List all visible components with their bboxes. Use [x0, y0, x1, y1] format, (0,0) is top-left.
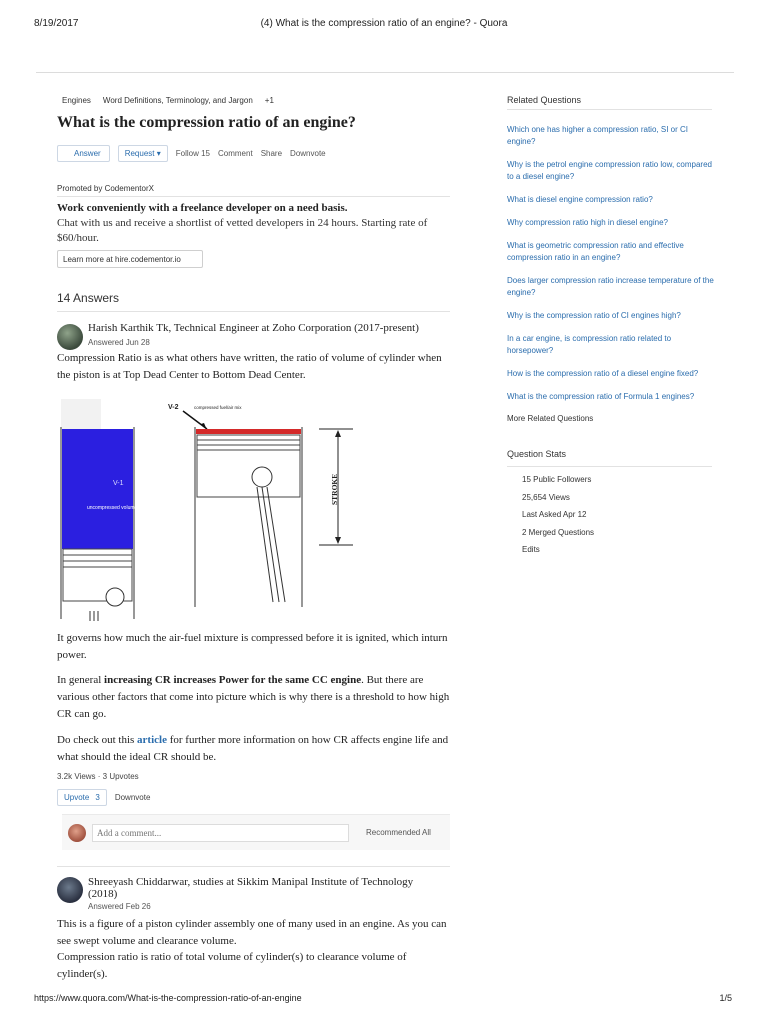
- follow-count: 15: [201, 149, 210, 158]
- chevron-down-icon: ▾: [156, 149, 161, 158]
- answer-paragraph: [57, 732, 457, 766]
- comment-sort[interactable]: Recommended All: [366, 828, 431, 837]
- answers-divider: [57, 311, 450, 312]
- avatar[interactable]: [57, 877, 83, 903]
- paragraph-text: . But there are various other factors that come into picture which is why there is a threshold to how high CR can go.: [57, 674, 450, 720]
- promo-cta-button[interactable]: Learn more at hire.codementor.io: [57, 250, 203, 268]
- related-question-link[interactable]: Does larger compression ratio increase temperature of the engine?: [507, 276, 714, 297]
- answer-paragraph: Compression ratio is ratio of total volume of cylinder(s) to clearance volume of cylinder(s).: [57, 951, 407, 980]
- answer-date: Answered Jun 28: [88, 338, 150, 347]
- stat-edits[interactable]: Edits: [522, 545, 540, 554]
- downvote-question-button[interactable]: Downvote: [290, 149, 326, 158]
- answer-paragraph: It governs how much the air-fuel mixture is compressed before it is ignited, which inturn power.: [57, 632, 448, 661]
- related-divider: [507, 109, 712, 110]
- stat-views: 25,654 Views: [522, 492, 570, 502]
- question-title: What is the compression ratio of an engine?: [57, 114, 356, 131]
- promo-label: Promoted by CodementorX: [57, 184, 154, 193]
- downvote-button[interactable]: Downvote: [114, 793, 151, 802]
- answer-paragraph: This is a figure of a piston cylinder assembly one of many used in an engine. As you can see swept volume and clearance volume.: [57, 918, 447, 947]
- uncompressed-volume-label: uncompressed volume: [87, 505, 138, 511]
- mixture-label: compressed fuel/air mix: [194, 405, 242, 410]
- more-related-questions-link[interactable]: More Related Questions: [507, 414, 594, 423]
- related-question-link[interactable]: How is the compression ratio of a diesel engine fixed?: [507, 369, 699, 378]
- answer-date: Answered Feb 26: [88, 902, 151, 911]
- topic-word-definitions[interactable]: Word Definitions, Terminology, and Jargon: [102, 96, 253, 105]
- related-question-link[interactable]: Which one has higher a compression ratio, SI or CI engine?: [507, 125, 688, 146]
- related-question-link[interactable]: Why compression ratio high in diesel engine?: [507, 218, 668, 227]
- topic-engines[interactable]: Engines: [62, 96, 91, 105]
- paragraph-text: In general: [57, 674, 105, 686]
- promo-body: Chat with us and receive a shortlist of vetted developers in 24 hours. Starting rate of $60/hour.: [57, 217, 428, 244]
- stat-last-asked: Last Asked Apr 12: [522, 510, 587, 519]
- related-question-link[interactable]: What is the compression ratio of Formula 1 engines?: [507, 392, 695, 401]
- answer-stats: 3.2k Views · 3 Upvotes: [57, 772, 139, 781]
- answer-author[interactable]: Shreeyash Chiddarwar, studies at Sikkim Manipal Institute of Technology (2018): [88, 876, 414, 900]
- related-questions-heading: Related Questions: [507, 95, 582, 105]
- related-question-link[interactable]: Why is the compression ratio of CI engines high?: [507, 311, 681, 320]
- upvote-label: Upvote: [64, 793, 90, 802]
- answer-button[interactable]: Answer: [57, 145, 110, 162]
- related-question-link[interactable]: What is geometric compression ratio and effective compression ratio in an engine?: [507, 241, 684, 262]
- v2-label: V-2: [168, 404, 179, 411]
- share-button[interactable]: Share: [260, 149, 283, 158]
- promo-divider: [57, 196, 450, 197]
- top-divider: [36, 72, 734, 73]
- piston-cylinder-figure: [57, 397, 360, 622]
- request-button[interactable]: [118, 145, 168, 162]
- print-page-title: (4) What is the compression ratio of an engine? - Quora: [260, 18, 508, 29]
- print-page-number: 1/5: [719, 993, 732, 1003]
- promo-headline[interactable]: Work conveniently with a freelance developer on a need basis.: [57, 202, 348, 214]
- stats-divider: [507, 466, 712, 467]
- request-label: Request: [124, 149, 155, 158]
- upvote-count: 3: [95, 793, 100, 802]
- answer-divider: [57, 866, 450, 867]
- v1-label: V-1: [113, 480, 124, 487]
- stroke-label: STROKE: [330, 473, 339, 505]
- stat-merged-questions[interactable]: 2 Merged Questions: [522, 527, 595, 537]
- upvote-button[interactable]: [57, 789, 107, 806]
- avatar[interactable]: [57, 324, 83, 350]
- answer-paragraph: [57, 672, 457, 723]
- paragraph-text: Do check out this: [57, 734, 138, 746]
- related-question-link[interactable]: Why is the petrol engine compression ratio low, compared to a diesel engine?: [507, 160, 712, 181]
- print-url: https://www.quora.com/What-is-the-compression-ratio-of-an-engine: [34, 993, 302, 1003]
- bold-text: increasing CR increases Power for the same CC engine: [104, 674, 362, 686]
- paragraph-text: for further more information on how CR affects engine life and what should the ideal CR should be.: [57, 734, 449, 763]
- topic-more[interactable]: +1: [264, 96, 274, 105]
- follow-label: Follow: [175, 149, 199, 158]
- question-action-bar: [57, 145, 326, 162]
- related-questions-list: [507, 124, 715, 414]
- print-date: 8/19/2017: [34, 18, 79, 29]
- comment-input[interactable]: Add a comment...: [92, 824, 349, 842]
- related-question-link[interactable]: In a car engine, is compression ratio related to horsepower?: [507, 334, 672, 355]
- article-link[interactable]: article: [137, 734, 167, 746]
- comment-button[interactable]: Comment: [218, 149, 253, 158]
- answers-count: 14 Answers: [57, 291, 120, 305]
- stat-followers[interactable]: 15 Public Followers: [522, 475, 592, 484]
- follow-button[interactable]: [176, 149, 210, 158]
- related-question-link[interactable]: What is diesel engine compression ratio?: [507, 195, 653, 204]
- answer-author[interactable]: Harish Karthik Tk, Technical Engineer at Zoho Corporation (2017-present): [88, 322, 419, 334]
- vote-row: [57, 789, 150, 806]
- avatar: [68, 824, 86, 842]
- topic-list: [62, 96, 274, 105]
- answer-paragraph: Compression Ratio is as what others have written, the ratio of volume of cylinder when the piston is at Top Dead Center to Bottom Dead Center.: [57, 352, 442, 381]
- question-stats-heading: Question Stats: [507, 449, 567, 459]
- question-stats-list: [522, 475, 594, 563]
